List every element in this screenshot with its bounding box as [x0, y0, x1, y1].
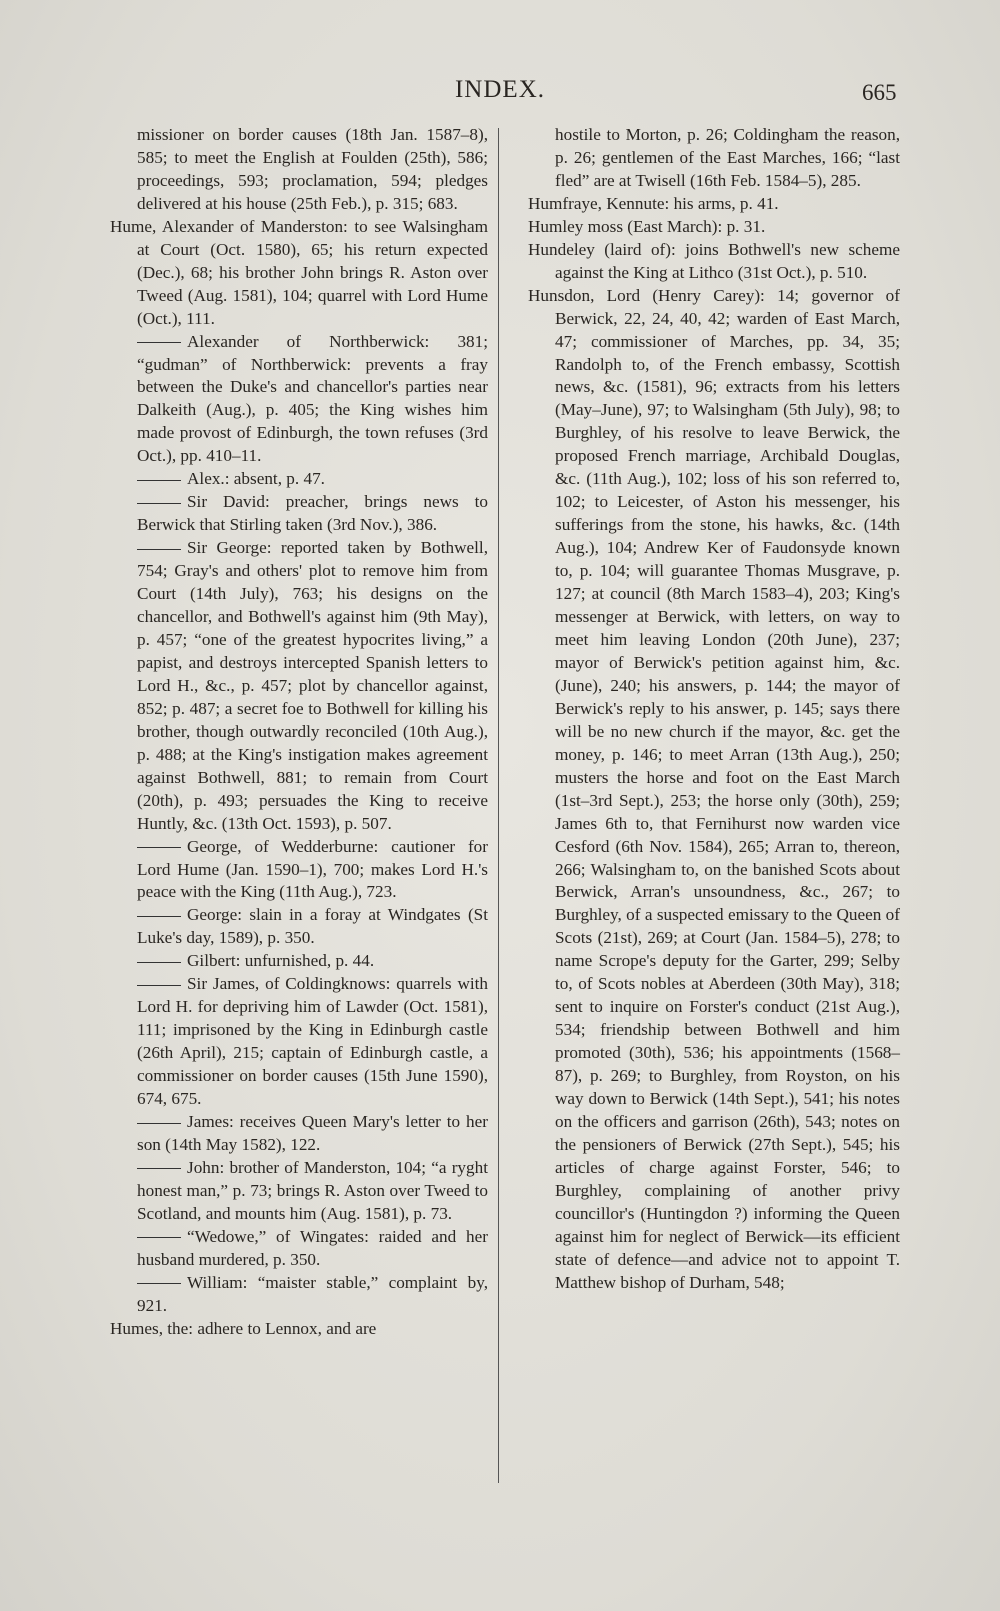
index-subentry: Sir James, of Coldingknows: quarrels with Lord H. for depriving him of Lawder (Oct. 1581), 111; imprisoned by the King in Edinburgh castle (26th April), 215; captain of Edinburgh castle, a commissioner on border causes (15th June 1590), 674, 675.: [137, 974, 488, 1109]
ditto-dash: [137, 985, 181, 986]
index-subentry: William: “maister stable,” complaint by, 921.: [137, 1272, 488, 1315]
index-entry: Humley moss (East March): p. 31.: [528, 216, 766, 236]
page-number: 665: [862, 80, 897, 105]
running-header: INDEX.: [454, 76, 545, 103]
index-entry: missioner on border causes (18th Jan. 1587–8), 585; to meet the English at Foulden (25th), 586; proceedings, 593; proclamation, 594; pledges delivered at his house (25th Feb.), p. 315; 683.: [137, 125, 488, 213]
index-subentry: “Wedowe,” of Wingates: raided and her husband murdered, p. 350.: [137, 1226, 488, 1269]
ditto-dash: [137, 916, 181, 917]
ditto-dash: [137, 480, 181, 481]
index-entry: hostile to Morton, p. 26; Coldingham the reason, p. 26; gentlemen of the East Marches, 166; “last fled” are at Twisell (16th Feb. 1584–5), 285.: [555, 125, 900, 190]
ditto-dash: [137, 503, 181, 504]
index-subentry: Gilbert: unfurnished, p. 44.: [110, 950, 488, 973]
ditto-dash: [137, 847, 181, 848]
index-subentry: Sir George: reported taken by Bothwell, 754; Gray's and others' plot to remove him from Court (14th July), 763; his designs on the chancellor, and Bothwell's against him (9th May), p. 457; “one of the greatest hypocrites living,” a papist, and destroys intercepted Spanish letters to Lord H., &c., p. 457; plot by chancellor against, 852; p. 487; a secret foe to Bothwell for killing his brother, though outwardly reconciled (10th Aug.), p. 488; at the King's instigation makes agreement against Bothwell, 881; to remain from Court (20th), p. 493; persuades the King to receive Huntly, &c. (13th Oct. 1593), p. 507.: [137, 538, 488, 833]
ditto-dash: [137, 1168, 181, 1169]
index-subentry: Alexander of Northberwick: 381; “gudman” of Northberwick: prevents a fray between the Duke's and chancellor's parties near Dalkeith (Aug.), p. 405; the King wishes him made provost of Edinburgh, the town refuses (3rd Oct.), pp. 410–11.: [137, 331, 488, 466]
right-column: [528, 124, 900, 1295]
index-entry: Humes, the: adhere to Lennox, and are: [110, 1318, 377, 1338]
ditto-dash: [137, 342, 181, 343]
index-subentry: George, of Wedderburne: cautioner for Lord Hume (Jan. 1590–1), 700; makes Lord H.'s peace with the King (11th Aug.), 723.: [137, 836, 488, 902]
index-subentry: James: receives Queen Mary's letter to her son (14th May 1582), 122.: [137, 1111, 488, 1154]
ditto-dash: [137, 1237, 181, 1238]
index-subentry: George: slain in a foray at Windgates (St Luke's day, 1589), p. 350.: [137, 905, 488, 948]
ditto-dash: [137, 962, 181, 963]
ditto-dash: [137, 549, 181, 550]
index-subentry: John: brother of Manderston, 104; “a ryght honest man,” p. 73; brings R. Aston over Tweed to Scotland, and mounts him (Aug. 1581), p. 73.: [137, 1157, 488, 1223]
index-entry: Hundeley (laird of): joins Bothwell's new scheme against the King at Lithco (31st Oct.), p. 510.: [528, 239, 900, 282]
left-column: [110, 124, 488, 1341]
ditto-dash: [137, 1123, 181, 1124]
index-entry: Hume, Alexander of Manderston: to see Walsingham at Court (Oct. 1580), 65; his return expected (Dec.), 68; his brother John brings R. Aston over Tweed (Aug. 1581), 104; quarrel with Lord Hume (Oct.), 111.: [110, 216, 488, 328]
index-subentry: Sir David: preacher, brings news to Berwick that Stirling taken (3rd Nov.), 386.: [137, 492, 488, 535]
index-entry: Humfraye, Kennute: his arms, p. 41.: [528, 193, 779, 213]
ditto-dash: [137, 1283, 181, 1284]
column-divider: [498, 128, 499, 1483]
index-subentry: Alex.: absent, p. 47.: [110, 468, 488, 491]
index-entry: Hunsdon, Lord (Henry Carey): 14; governor of Berwick, 22, 24, 40, 42; warden of East March, 47; commissioner of Marches, pp. 34, 35; Randolph to, of the French embassy, Scottish news, &c. (1581), 96; extracts from his letters (May–June), 97; to Walsingham (5th July), 98; to Burghley, of his resolve to leave Berwick, the proposed French marriage, Archibald Douglas, &c. (11th Aug.), 102; loss of his son referred to, 102; to Leicester, of Aston his messenger, his sufferings from the stone, his hawks, &c. (14th Aug.), 104; Andrew Ker of Faudonsyde known to, p. 104; will guarantee Thomas Musgrave, p. 127; at council (8th March 1583–4), 203; King's messenger at Berwick, with letters, on way to meet him leaving London (20th June), 237; mayor of Berwick's petition against him, &c. (June), 240; his answers, p. 144; the mayor of Berwick's reply to his answer, p. 145; says there will be no new church if the mayor, &c. get the money, p. 146; to meet Arran (13th Aug.), 250; musters the horse and foot on the East March (1st–3rd Sept.), 253; the horse only (30th), 259; James 6th to, that Fernihurst now warden vice Cesford (6th Nov. 1584), 265; Arran to, thereon, 266; Walsingham to, on the banished Scots about Berwick, Arran's unsoundness, &c., 267; to Burghley, of a suspected emissary to the Queen of Scots (21st), 269; at Court (Jan. 1584–5), 278; to name Scrope's deputy for the Garter, 299; Selby to, of Scots nobles at Aberdeen (30th May), 318; sent to inquire on Forster's conduct (21st Aug.), 534; friendship between Bothwell and him promoted (30th), 536; his appointments (1568–87), p. 269; to Burghley, from Royston, on his way down to Berwick (14th Sept.), 541; his notes on the officers and garrison (26th), 543; notes on the pensioners of Berwick (27th Sept.), 545; his articles of charge against Forster, 546; to Burghley, complaining of another privy councillor's (Huntingdon ?) informing the Queen against him for neglect of Berwick—its efficient state of defence—and advice not to appoint T. Matthew bishop of Durham, 548;: [528, 285, 900, 1292]
